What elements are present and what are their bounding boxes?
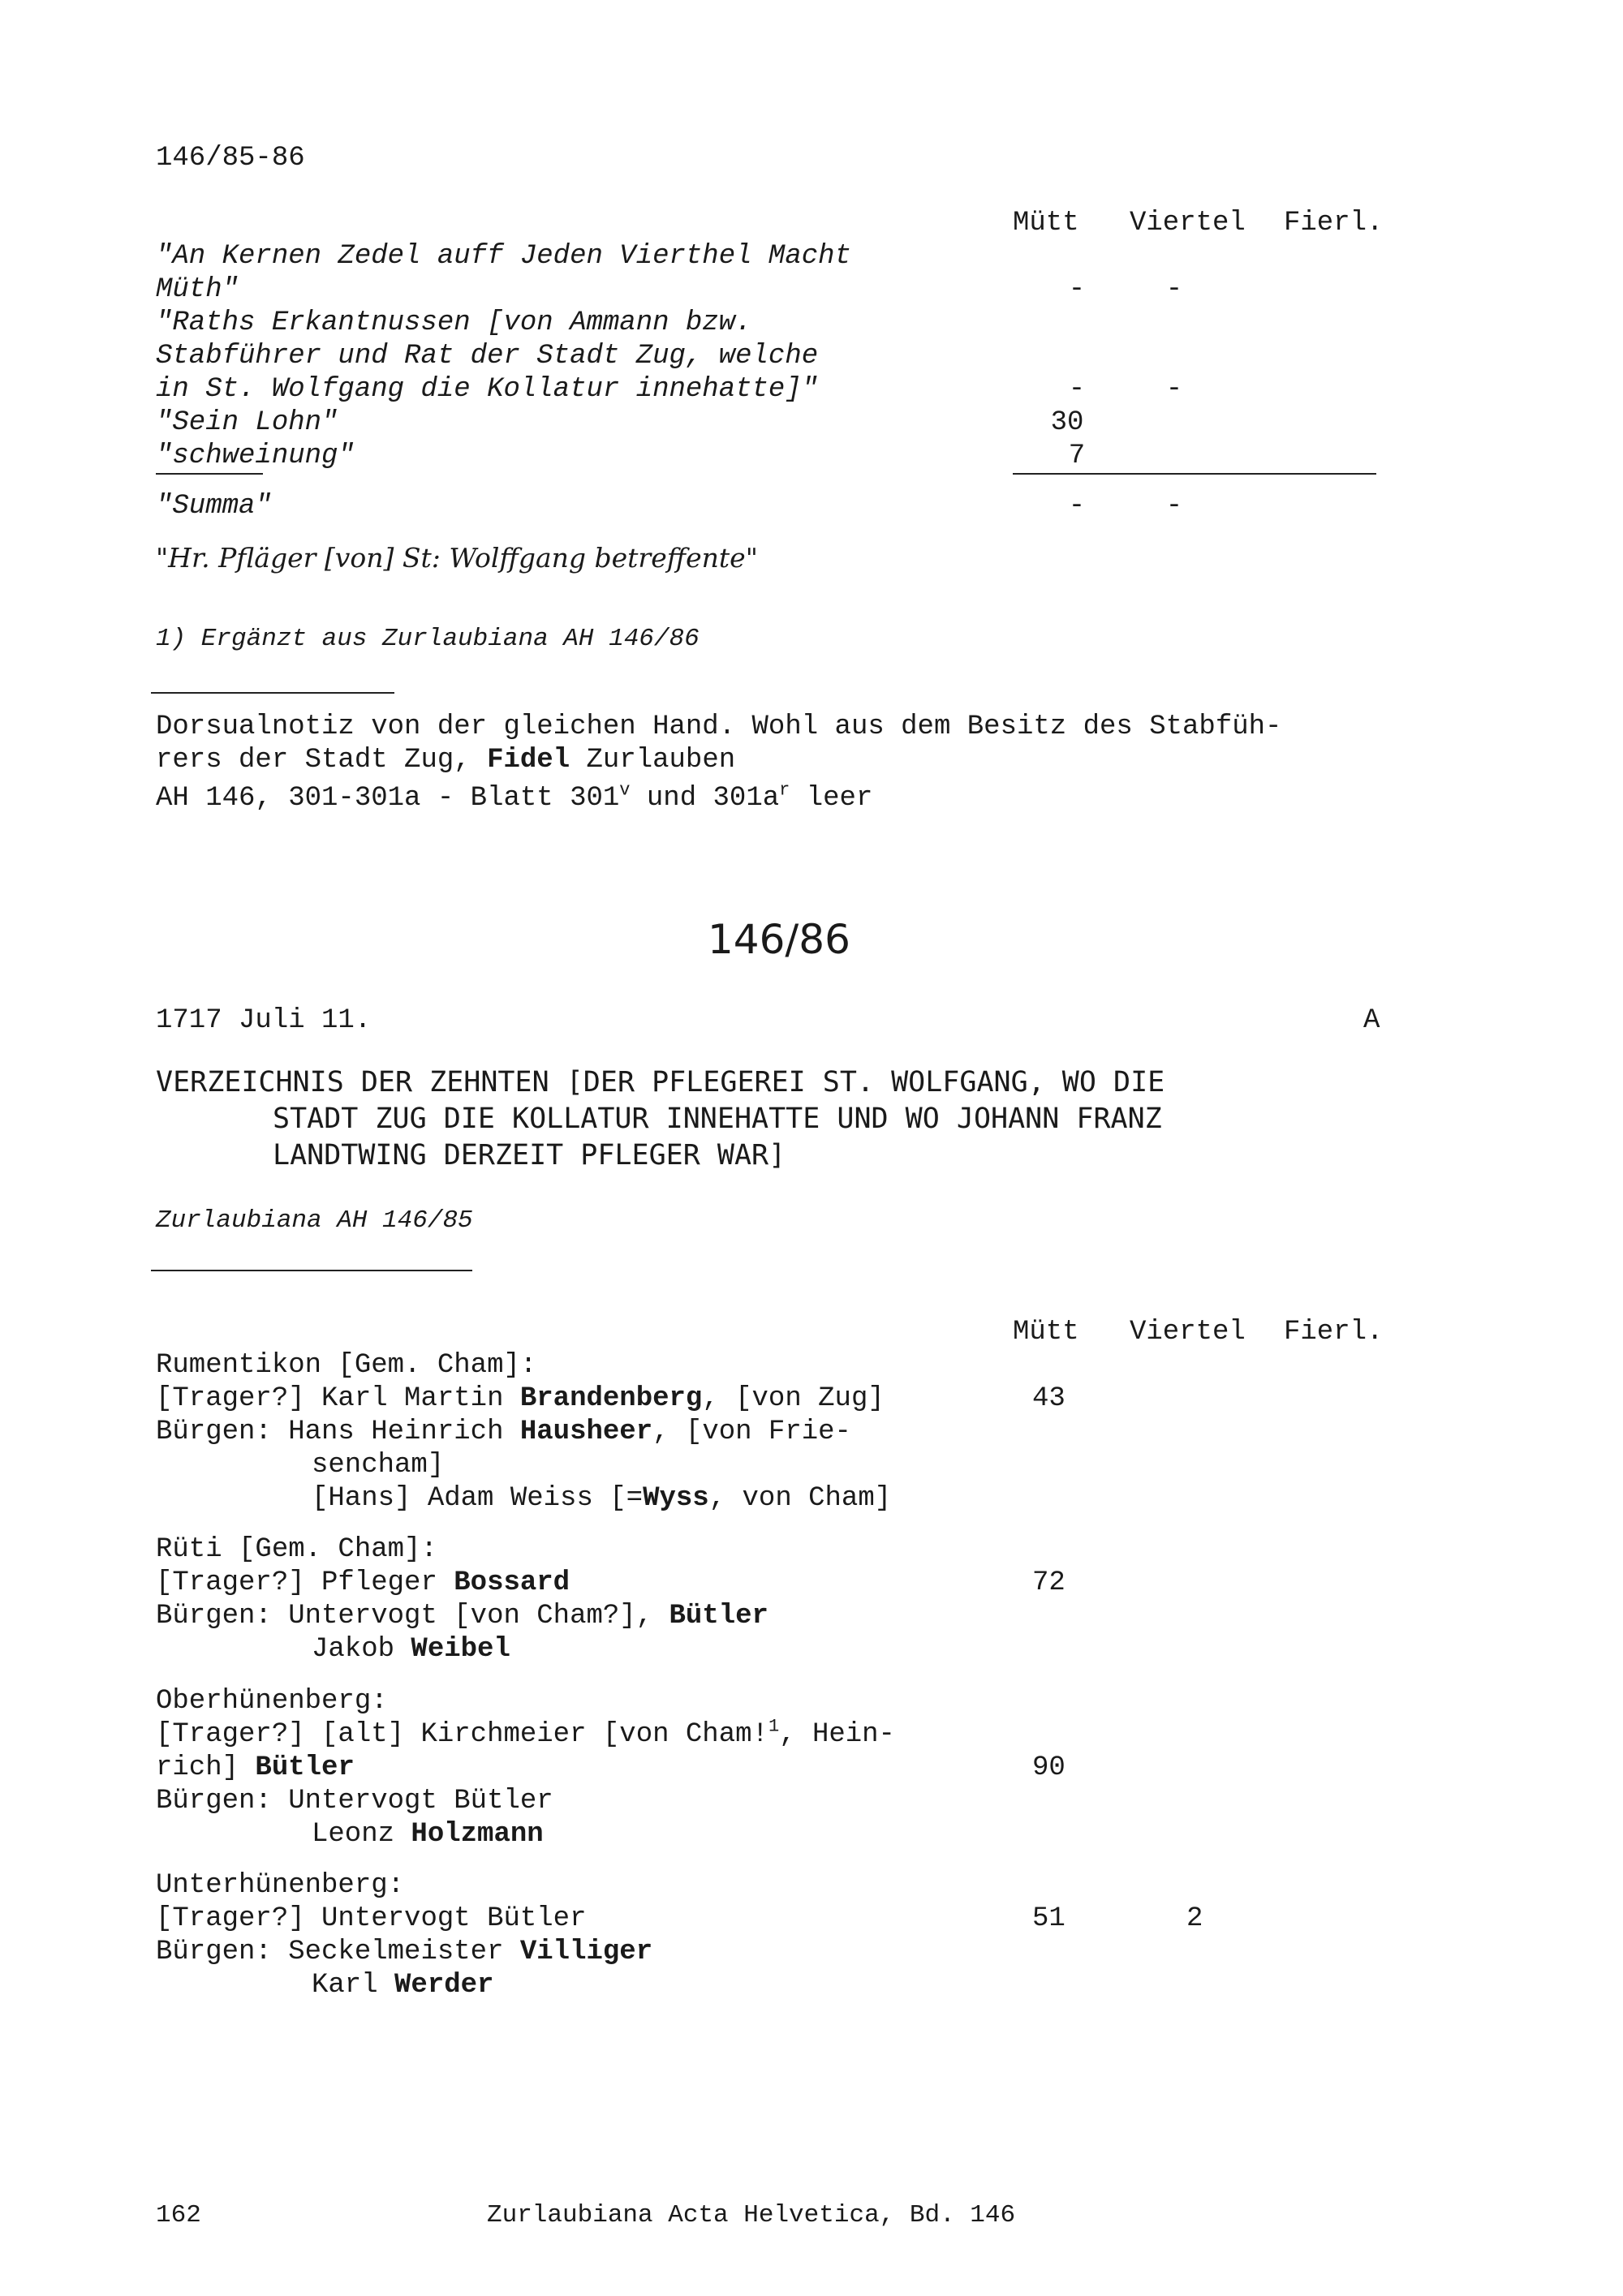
underline-short xyxy=(156,473,263,475)
summa-viertel: - xyxy=(1165,491,1183,522)
dorsal-line-2: rers der Stadt Zug, Fidel Zurlauben xyxy=(156,745,736,776)
summa-label: "Summa" xyxy=(156,491,272,522)
oberhunenberg-burgen-1: Bürgen: Untervogt Bütler xyxy=(156,1786,553,1817)
page-number: 162 xyxy=(156,2201,201,2229)
header-fierl-2: Fierl. xyxy=(1284,1317,1384,1348)
prev-row-2-mutt: - xyxy=(1068,374,1086,405)
sum-rule xyxy=(1013,473,1376,475)
oberhunenberg-burgen-2: Leonz Holzmann xyxy=(312,1819,544,1850)
place-oberhunenberg: Oberhünenberg: xyxy=(156,1686,388,1717)
prev-row-4-text: "schweinung" xyxy=(156,441,355,471)
document-letter: A xyxy=(1363,1005,1380,1036)
prev-row-1-line-2: Müth" xyxy=(156,274,239,305)
ruti-burgen-2: Jakob Weibel xyxy=(312,1634,510,1665)
header-fierl: Fierl. xyxy=(1284,208,1384,239)
footnote: 1) Ergänzt aus Zurlaubiana AH 146/86 xyxy=(156,625,700,653)
oberhunenberg-trager-1: [Trager?] [alt] Kirchmeier [von Cham!$^1$, Hein- xyxy=(156,1716,895,1750)
summa-mutt: - xyxy=(1068,491,1086,522)
prev-row-1-line-1: "An Kernen Zedel auff Jeden Vierthel Macht xyxy=(156,241,851,272)
prev-row-3-text: "Sein Lohn" xyxy=(156,407,338,438)
separator-2 xyxy=(151,1270,472,1271)
dorsal-line-1: Dorsualnotiz von der gleichen Hand. Wohl aus dem Besitz des Stabfüh- xyxy=(156,712,1282,742)
separator-1 xyxy=(151,692,394,694)
title-line-2: STADT ZUG DIE KOLLATUR INNEHATTE UND WO JOHANN FRANZ xyxy=(273,1103,1162,1135)
prev-row-2-line-2: Stabführer und Rat der Stadt Zug, welche xyxy=(156,341,819,372)
unterhunenberg-trager: [Trager?] Untervogt Bütler xyxy=(156,1903,587,1934)
document-source: Zurlaubiana AH 146/85 xyxy=(156,1206,473,1235)
prev-row-2-line-1: "Raths Erkantnussen [von Ammann bzw. xyxy=(156,307,752,338)
oberhunenberg-trager-2: rich] Bütler xyxy=(156,1752,355,1783)
rumentikon-burgen-1: Bürgen: Hans Heinrich Hausheer, [von Frie- xyxy=(156,1417,851,1447)
header-mutt-2: Mütt xyxy=(1013,1317,1079,1348)
unterhunenberg-burgen-2: Karl Werder xyxy=(312,1970,494,2001)
document-date: 1717 Juli 11. xyxy=(156,1005,372,1036)
ah-line: AH 146, 301-301a - Blatt 301$^v$ und $301a^r$ leer xyxy=(156,780,873,814)
place-ruti: Rüti [Gem. Cham]: xyxy=(156,1534,437,1565)
prev-row-1-mutt: - xyxy=(1068,274,1086,305)
script-line: "Hr. Pfläger [von] St: Wolffgang betreffente" xyxy=(156,542,758,574)
rumentikon-burgen-2: sencham] xyxy=(312,1450,445,1481)
place-rumentikon: Rumentikon [Gem. Cham]: xyxy=(156,1350,537,1381)
header-viertel: Viertel xyxy=(1130,208,1246,239)
ruti-trager: [Trager?] Pfleger Bossard xyxy=(156,1567,570,1598)
rumentikon-trager: [Trager?] Karl Martin Brandenberg, [von Zug] xyxy=(156,1383,885,1414)
prev-row-1-viertel: - xyxy=(1165,274,1183,305)
oberhunenberg-mutt: 90 xyxy=(1032,1752,1065,1783)
rumentikon-burgen-3: [Hans] Adam Weiss [=Wyss, von Cham] xyxy=(312,1483,892,1514)
header-mutt: Mütt xyxy=(1013,208,1079,239)
unterhunenberg-viertel: 2 xyxy=(1186,1903,1203,1934)
prev-row-4-mutt: 7 xyxy=(1068,441,1086,471)
document-number: 146/86 xyxy=(708,916,850,963)
ruti-mutt: 72 xyxy=(1032,1567,1065,1598)
top-reference: 146/85-86 xyxy=(156,143,305,174)
prev-row-2-line-3: in St. Wolfgang die Kollatur innehatte]" xyxy=(156,374,819,405)
place-unterhunenberg: Unterhünenberg: xyxy=(156,1870,405,1901)
title-line-1: VERZEICHNIS DER ZEHNTEN [DER PFLEGEREI ST. WOLFGANG, WO DIE xyxy=(156,1066,1165,1099)
unterhunenberg-burgen-1: Bürgen: Seckelmeister Villiger xyxy=(156,1937,653,1967)
ruti-burgen-1: Bürgen: Untervogt [von Cham?], Bütler xyxy=(156,1601,768,1632)
header-viertel-2: Viertel xyxy=(1130,1317,1246,1348)
prev-row-2-viertel: - xyxy=(1165,374,1183,405)
footer-title: Zurlaubiana Acta Helvetica, Bd. 146 xyxy=(487,2201,1016,2229)
title-line-3: LANDTWING DERZEIT PFLEGER WAR] xyxy=(273,1139,786,1172)
rumentikon-mutt: 43 xyxy=(1032,1383,1065,1414)
unterhunenberg-mutt: 51 xyxy=(1032,1903,1065,1934)
prev-row-3-mutt: 30 xyxy=(1050,407,1084,438)
